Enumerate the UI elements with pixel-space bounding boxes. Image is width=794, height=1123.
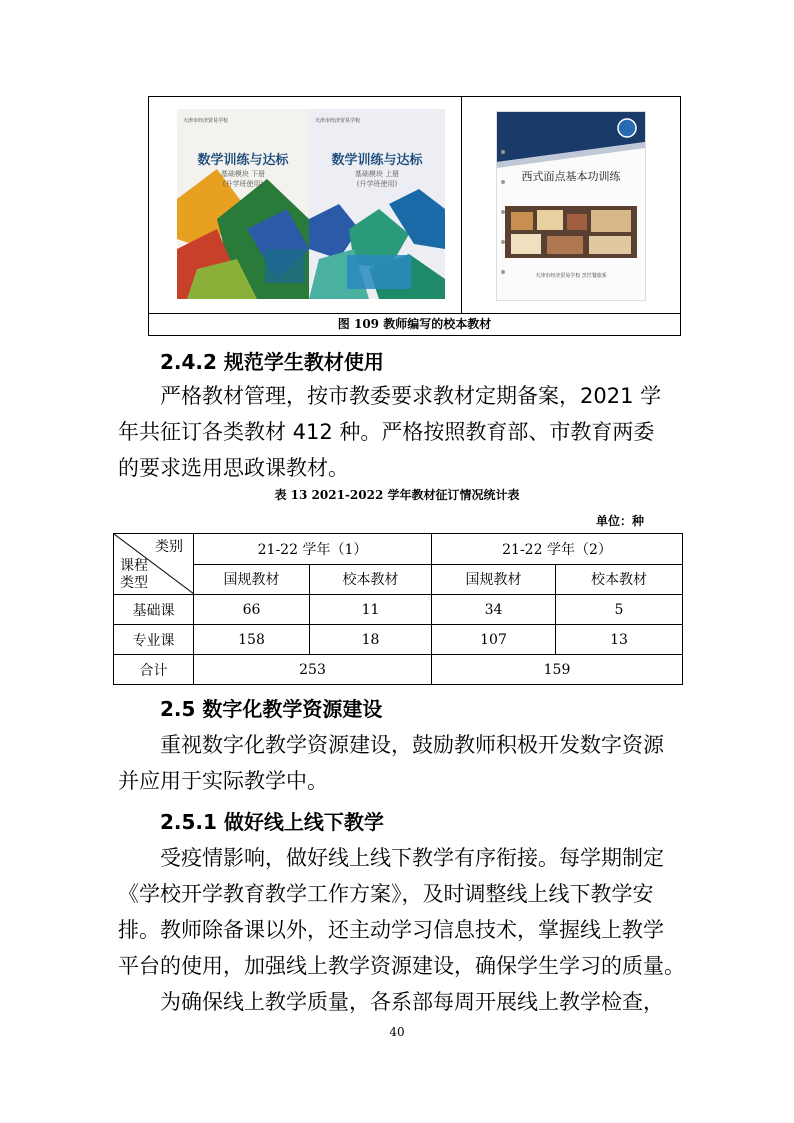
book-module: 基础模块 下册: [220, 170, 266, 178]
table-cell: 18: [310, 625, 432, 655]
table-cell: 5: [556, 595, 683, 625]
paragraph-line: 《学校开学教育教学工作方案》，及时调整线上线下教学安: [118, 882, 654, 906]
binder-title: 西式面点基本功训练: [521, 170, 621, 183]
col-national-header: 国规教材: [432, 564, 556, 595]
table-cell: 11: [310, 595, 432, 625]
math-book-lower-graphic: [177, 109, 309, 299]
book-title: 数学训练与达标: [331, 153, 423, 168]
figure-frame: [148, 96, 681, 336]
pastry-binder-photo: [496, 111, 646, 301]
paragraph-line: 并应用于实际教学中。: [118, 769, 328, 793]
table-title: 表 13 2021-2022 学年教材征订情况统计表: [274, 488, 520, 502]
col-school-header: 校本教材: [310, 564, 432, 595]
textbook-statistics-table: [113, 533, 683, 685]
paragraph-line: 平台的使用，加强线上教学资源建设，确保学生学习的质量。: [118, 954, 685, 978]
corner-label-category: 类别: [155, 539, 183, 555]
row-label: 专业课: [114, 625, 194, 655]
paragraph-line: 排。教师除备课以外，还主动学习信息技术，掌握线上教学: [118, 918, 664, 942]
page-number: 40: [389, 1025, 405, 1039]
col-national-header: 国规教材: [194, 564, 310, 595]
term2-header: 21-22 学年（2）: [432, 534, 683, 565]
row-label: 合计: [114, 655, 194, 685]
row-label: 基础课: [114, 595, 194, 625]
paragraph-line: 严格教材管理，按市教委要求教材定期备案，2021 学: [160, 384, 662, 408]
table-row: [114, 595, 683, 625]
figure-images-row: [149, 97, 680, 314]
binder-footer: 天津市经济贸易学校 烹饪餐旅系: [535, 273, 607, 279]
paragraph-line: 的要求选用思政课教材。: [118, 456, 349, 480]
table-row: [114, 625, 683, 655]
col-school-header: 校本教材: [556, 564, 683, 595]
math-book-lower-photo: [177, 109, 309, 299]
corner-label-line: 课程: [120, 558, 148, 574]
book-module: 基础模块 上册: [354, 170, 400, 178]
table-unit: 单位：种: [596, 514, 645, 528]
table-cell: 107: [432, 625, 556, 655]
section-heading-2-4-2: 2.4.2 规范学生教材使用: [160, 350, 384, 374]
term1-header: 21-22 学年（1）: [194, 534, 432, 565]
table-cell: 13: [556, 625, 683, 655]
table-corner-cell: [114, 534, 194, 595]
corner-label-course-type: [120, 558, 148, 592]
figure-divider: [461, 97, 462, 313]
math-book-upper-photo: [309, 109, 445, 299]
book-note: (升学班使用): [356, 180, 398, 188]
book-title: 数学训练与达标: [197, 153, 289, 168]
book-publisher: 天津市经济贸易学校: [183, 118, 229, 124]
paragraph-line: 受疫情影响，做好线上线下教学有序衔接。每学期制定: [160, 846, 664, 870]
book-note: (升学班使用): [222, 180, 264, 188]
math-book-upper-graphic: [309, 109, 445, 299]
corner-label-line: 类型: [120, 575, 148, 591]
paragraph-line: 重视数字化教学资源建设，鼓励教师积极开发数字资源: [160, 733, 664, 757]
figure-caption: 图 109 教师编写的校本教材: [337, 317, 492, 331]
book-publisher: 天津市经济贸易学校: [315, 118, 361, 124]
paragraph-line: 为确保线上教学质量，各系部每周开展线上教学检查，: [160, 990, 664, 1014]
total-cell: 159: [432, 655, 683, 685]
section-heading-2-5: 2.5 数字化教学资源建设: [160, 697, 383, 721]
table-cell: 66: [194, 595, 310, 625]
section-heading-2-5-1: 2.5.1 做好线上线下教学: [160, 810, 384, 834]
table-cell: 158: [194, 625, 310, 655]
paragraph-line: 年共征订各类教材 412 种。严格按照教育部、市教育两委: [118, 420, 655, 444]
total-cell: 253: [194, 655, 432, 685]
table-total-row: [114, 655, 683, 685]
table-cell: 34: [432, 595, 556, 625]
